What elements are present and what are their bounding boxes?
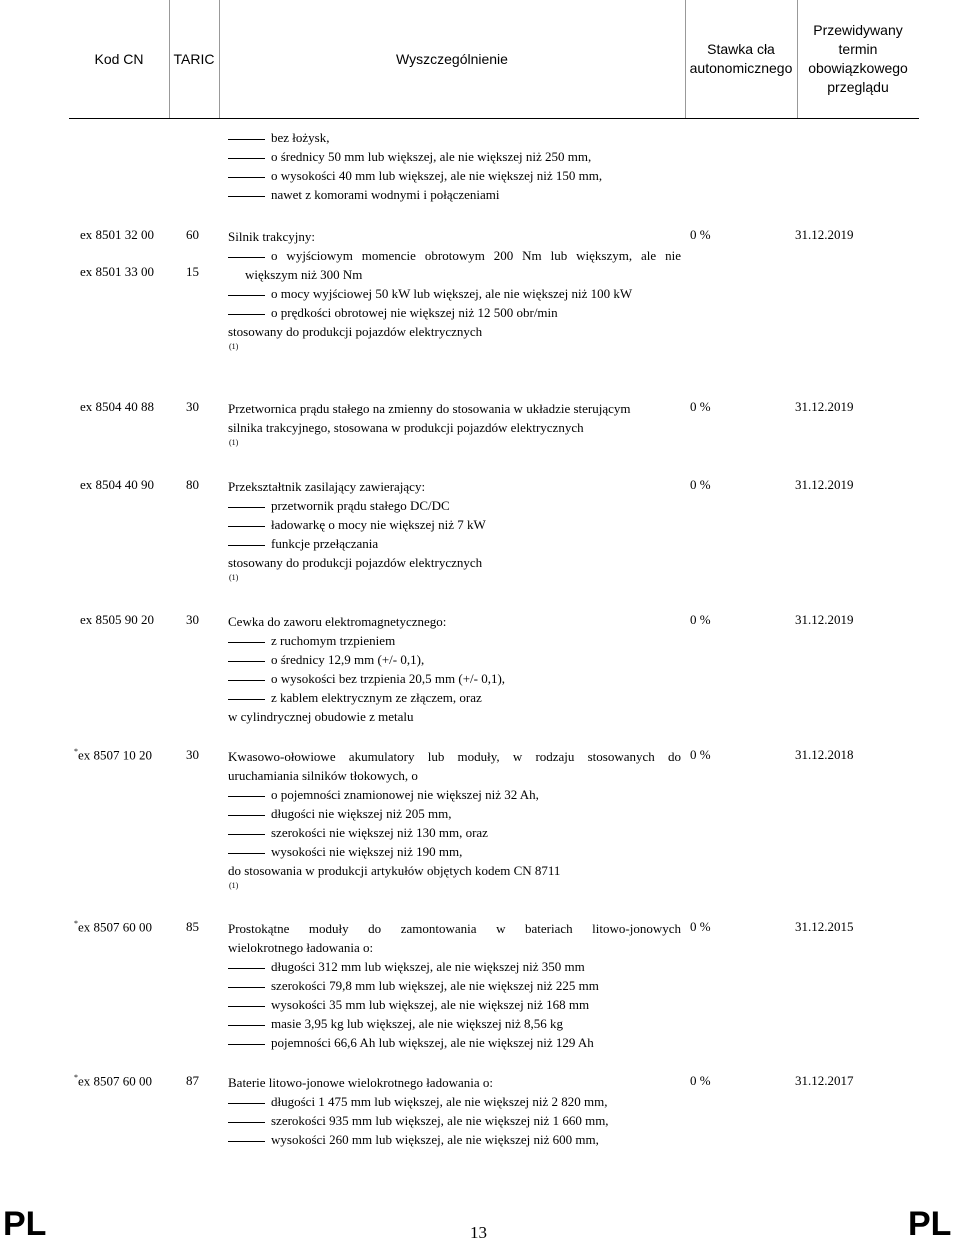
list-item: wysokości nie większej niż 190 mm, — [228, 842, 681, 861]
taric-code: 30 — [186, 747, 199, 762]
dash-marker — [228, 295, 265, 296]
amendment-star: * — [74, 919, 78, 928]
table-header — [69, 0, 919, 119]
header-taric: TARIC — [173, 50, 215, 67]
row-description: Prostokątne moduły do zamontowania w bateriach litowo-jonowych wielokrotnego ładowania o: długości 312 mm lub większej, ale nie większej niż 350 mm szerokości 79,8 mm lub większej, ale nie większej niż 225 mm wysokości 35 mm lub większej, ale nie większej niż 168 mm masie 3,95 kg lub większej, ale nie większej niż 8,56 kg pojemności 66,6 Ah lub większej, ale nie większej niż 129 Ah — [228, 921, 681, 1050]
list-item: z ruchomym trzpieniem — [228, 631, 681, 650]
taric-code: 85 — [186, 919, 199, 934]
list-item: długości 1 475 mm lub większej, ale nie większej niż 2 820 mm, — [228, 1092, 681, 1111]
cn-code: ex 8504 40 88 — [80, 399, 155, 414]
dash-marker — [228, 987, 265, 988]
list-item: masie 3,95 kg lub większej, ale nie większej niż 8,56 kg — [228, 1014, 681, 1033]
header-description: Wyszczególnienie — [396, 50, 508, 67]
list-item: o pojemności znamionowej nie większej niż 32 Ah, — [228, 785, 681, 804]
list-item: szerokości 935 mm lub większej, ale nie większej niż 1 660 mm, — [228, 1111, 681, 1130]
list-item: wysokości 260 mm lub większej, ale nie większej niż 600 mm, — [228, 1130, 681, 1149]
dash-marker — [228, 257, 265, 258]
footnote-ref: (1) — [229, 342, 239, 351]
language-code-right: PL — [908, 1205, 952, 1243]
dash-marker — [228, 314, 265, 315]
list-item: przetwornik prądu stałego DC/DC — [228, 496, 681, 515]
row-description: Przekształtnik zasilający zawierający: przetwornik prądu stałego DC/DC ładowarkę o mocy nie większej niż 7 kW funkcje przełączania stosowany do produkcji pojazdów elektrycznych (1) — [228, 477, 681, 584]
dash-marker — [228, 1141, 265, 1142]
list-item: wysokości 35 mm lub większej, ale nie większej niż 168 mm — [228, 995, 681, 1014]
taric-code: 30 — [186, 399, 199, 414]
dash-marker — [228, 545, 265, 546]
continuation-description — [228, 128, 681, 204]
list-item: o mocy wyjściowej 50 kW lub większej, ale nie większej niż 100 kW — [228, 284, 681, 303]
dash-marker — [228, 196, 265, 197]
list-item: nawet z komorami wodnymi i połączeniami — [228, 185, 681, 204]
taric-code: 15 — [186, 264, 199, 279]
row-description: Kwasowo-ołowiowe akumulatory lub moduły, w rodzaju stosowanych do uruchamiania silników tłokowych, o o pojemności znamionowej nie większej niż 32 Ah, długości nie większej niż 205 mm, szerokości nie większej niż 130 mm, oraz wysokości nie większej niż 190 mm, do stosowania w produkcji artykułów objętych kodem CN 8711 (1) — [228, 749, 681, 890]
list-item: długości 312 mm lub większej, ale nie większej niż 350 mm — [228, 957, 681, 976]
amendment-star: * — [74, 1073, 78, 1082]
review-date: 31.12.2017 — [795, 1073, 854, 1088]
row-description: Silnik trakcyjny: o wyjściowym momencie obrotowym 200 Nm lub większym, ale nie większym niż 300 Nm o mocy wyjściowej 50 kW lub większej, ale nie większej niż 100 kW o prędkości obrotowej nie większej niż 12 500 obr/min stosowany do produkcji pojazdów elektrycznych (1) — [228, 229, 681, 351]
cn-code: ex 8504 40 90 — [80, 477, 155, 492]
footnote-ref: (1) — [229, 438, 239, 447]
duty-rate: 0 % — [690, 399, 711, 414]
footnote-ref: (1) — [229, 573, 239, 582]
list-item: z kablem elektrycznym ze złączem, oraz — [228, 688, 681, 707]
list-item: szerokości 79,8 mm lub większej, ale nie większej niż 225 mm — [228, 976, 681, 995]
list-item: pojemności 66,6 Ah lub większej, ale nie większej niż 129 Ah — [228, 1033, 681, 1052]
row-description: Baterie litowo-jonowe wielokrotnego ładowania o: długości 1 475 mm lub większej, ale nie większej niż 2 820 mm, szerokości 935 mm lub większej, ale nie większej niż 1 660 mm, wysokości 260 mm lub większej, ale nie większej niż 600 mm, — [228, 1073, 681, 1149]
dash-marker — [228, 796, 265, 797]
list-item: o średnicy 50 mm lub większej, ale nie większej niż 250 mm, — [228, 147, 681, 166]
list-item: szerokości nie większej niż 130 mm, oraz — [228, 823, 681, 842]
dash-marker — [228, 1025, 265, 1026]
dash-marker — [228, 834, 265, 835]
cn-code: ex 8501 32 00 — [80, 227, 155, 242]
dash-marker — [228, 815, 265, 816]
dash-marker — [228, 139, 265, 140]
taric-code: 80 — [186, 477, 199, 492]
review-date: 31.12.2019 — [795, 399, 854, 414]
list-item: ładowarkę o mocy nie większej niż 7 kW — [228, 515, 681, 534]
dash-marker — [228, 1103, 265, 1104]
dash-marker — [228, 177, 265, 178]
list-item: o wysokości bez trzpienia 20,5 mm (+/- 0,1), — [228, 669, 681, 688]
list-item: bez łożysk, — [228, 128, 681, 147]
duty-rate: 0 % — [690, 919, 711, 934]
list-item: długości nie większej niż 205 mm, — [228, 804, 681, 823]
review-date: 31.12.2015 — [795, 919, 854, 934]
dash-marker — [228, 158, 265, 159]
list-item: o wyjściowym momencie obrotowym 200 Nm lub większym, ale nie — [228, 246, 681, 265]
cn-code: ex 8501 33 00 — [80, 264, 155, 279]
header-cn: Kod CN — [94, 50, 144, 67]
list-item: o prędkości obrotowej nie większej niż 12 500 obr/min — [228, 303, 681, 322]
dash-marker — [228, 1044, 265, 1045]
dash-marker — [228, 699, 265, 700]
header-review-date: Przewidywany termin obowiązkowego przeglądu — [808, 22, 908, 95]
taric-code: 87 — [186, 1073, 199, 1088]
dash-marker — [228, 1122, 265, 1123]
list-item: funkcje przełączania — [228, 534, 681, 553]
review-date: 31.12.2018 — [795, 747, 854, 762]
cn-code: *ex 8507 60 00 — [74, 919, 153, 935]
taric-code: 60 — [186, 227, 199, 242]
dash-marker — [228, 661, 265, 662]
language-code-left: PL — [3, 1205, 47, 1243]
row-description: Przetwornica prądu stałego na zmienny do stosowania w układzie sterującym silnika trakcyjnego, stosowana w produkcji pojazdów elektrycznych (1) — [228, 399, 681, 449]
dash-marker — [228, 526, 265, 527]
duty-rate: 0 % — [690, 477, 711, 492]
review-date: 31.12.2019 — [795, 612, 854, 627]
dash-marker — [228, 968, 265, 969]
duty-rate: 0 % — [690, 227, 711, 242]
dash-marker — [228, 853, 265, 854]
duty-rate: 0 % — [690, 1073, 711, 1088]
review-date: 31.12.2019 — [795, 227, 854, 242]
cn-code: *ex 8507 10 20 — [74, 747, 153, 763]
duty-rate: 0 % — [690, 747, 711, 762]
amendment-star: * — [74, 747, 78, 756]
header-rate: Stawka cła autonomicznego — [689, 41, 793, 76]
list-item: o średnicy 12,9 mm (+/- 0,1), — [228, 650, 681, 669]
dash-marker — [228, 642, 265, 643]
row-description: Cewka do zaworu elektromagnetycznego: z ruchomym trzpieniem o średnicy 12,9 mm (+/- 0,1), o wysokości bez trzpienia 20,5 mm (+/- 0,1), z kablem elektrycznym ze złączem, oraz w cylindrycznej obudowie z metalu — [228, 612, 681, 726]
taric-code: 30 — [186, 612, 199, 627]
duty-rate: 0 % — [690, 612, 711, 627]
dash-marker — [228, 1006, 265, 1007]
dash-marker — [228, 680, 265, 681]
list-item: o wysokości 40 mm lub większej, ale nie większej niż 150 mm, — [228, 166, 681, 185]
cn-code: ex 8505 90 20 — [80, 612, 155, 627]
cn-code: *ex 8507 60 00 — [74, 1073, 153, 1089]
dash-marker — [228, 507, 265, 508]
review-date: 31.12.2019 — [795, 477, 854, 492]
page-number: 13 — [470, 1223, 487, 1242]
footnote-ref: (1) — [229, 881, 239, 890]
